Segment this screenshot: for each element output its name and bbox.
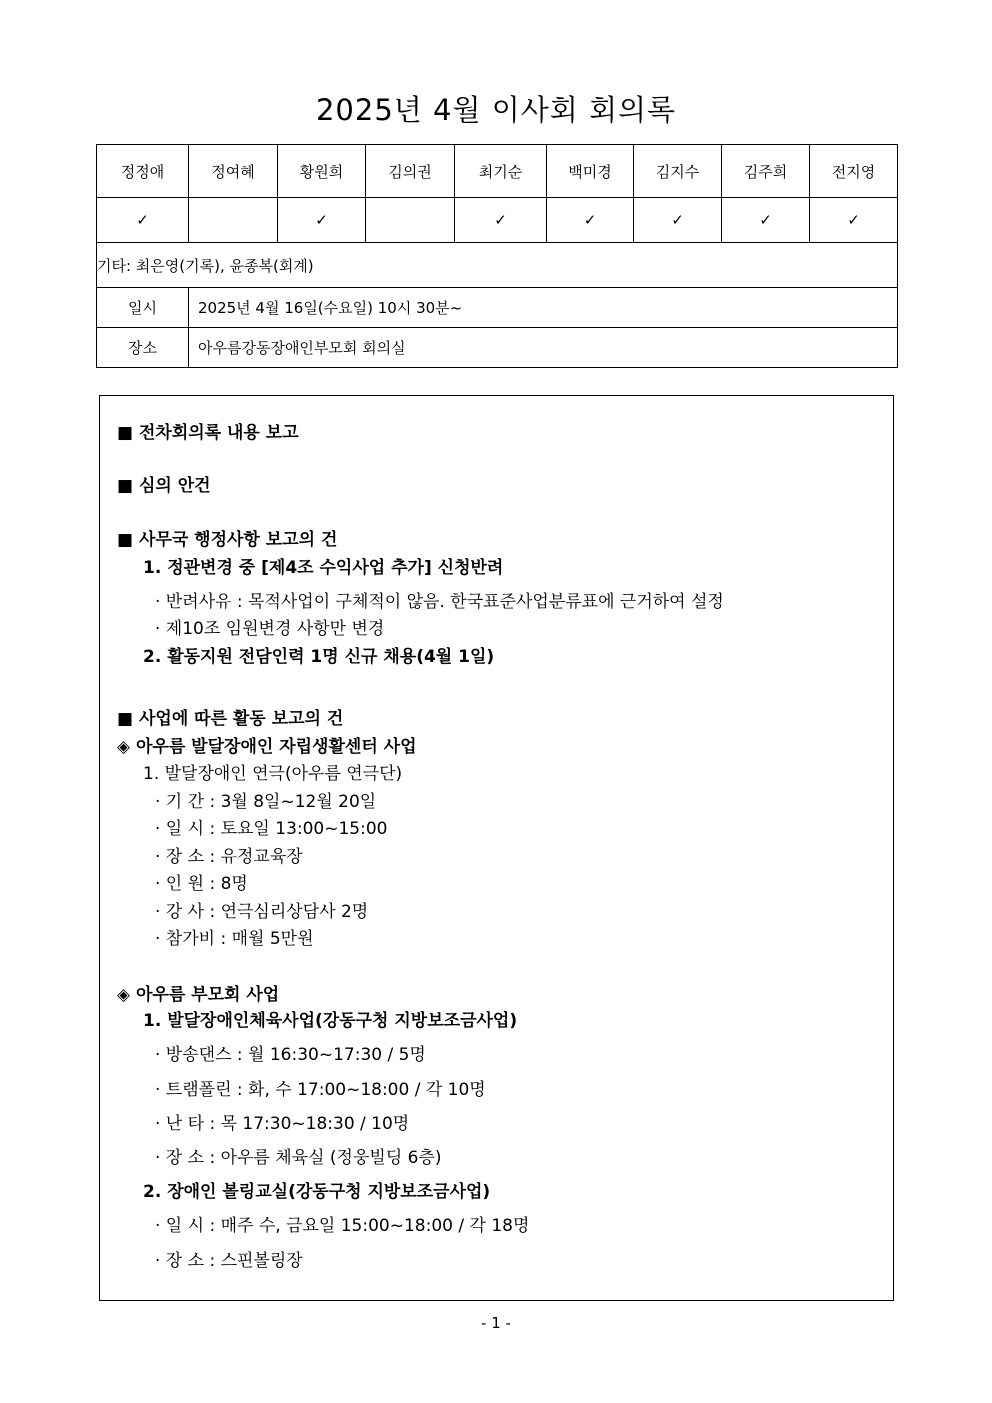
section-heading: ■ 사무국 행정사항 보고의 건 [117,530,338,550]
list-item: · 방송댄스 : 월 16:30~17:30 / 5명 [155,1045,426,1065]
member-name: 정여혜 [189,145,278,198]
check-mark-icon: ✓ [278,198,366,243]
list-item: · 인 원 : 8명 [155,874,248,894]
list-item: · 장 소 : 유정교육장 [155,847,303,867]
attendance-table [96,144,898,368]
member-name: 김지수 [634,145,722,198]
page-number: - 1 - [481,1314,511,1332]
member-name: 김의권 [366,145,455,198]
member-name: 김주희 [722,145,810,198]
list-item: · 장 소 : 스핀볼링장 [155,1251,303,1271]
check-mark-icon [366,198,455,243]
check-mark-icon: ✓ [547,198,634,243]
item-heading: 2. 활동지원 전담인력 1명 신규 채용(4월 1일) [143,647,495,667]
list-item: · 반려사유 : 목적사업이 구체적이 않음. 한국표준사업분류표에 근거하여 설정 [155,592,724,612]
check-mark-icon: ✓ [634,198,722,243]
section-heading: ■ 전차회의록 내용 보고 [117,423,299,443]
place-label: 장소 [97,328,189,368]
item-heading: 1. 발달장애인체육사업(강동구청 지방보조금사업) [143,1011,518,1031]
place-value: 아우름강동장애인부모회 회의실 [189,328,898,368]
check-mark-icon: ✓ [97,198,189,243]
attendance-check-row [97,198,898,243]
list-item: · 장 소 : 아우름 체육실 (정웅빌딩 6층) [155,1148,442,1168]
list-item: · 강 사 : 연극심리상담사 2명 [155,902,369,922]
list-item: · 기 간 : 3월 8일~12월 20일 [155,792,377,812]
section-heading: ■ 사업에 따른 활동 보고의 건 [117,709,344,729]
member-name: 최기순 [455,145,547,198]
section-heading: ■ 심의 안건 [117,476,211,496]
check-mark-icon: ✓ [722,198,810,243]
member-name: 황원희 [278,145,366,198]
item-heading: 1. 정관변경 중 [제4조 수익사업 추가] 신청반려 [143,558,504,578]
subsection-heading: ◈ 아우름 발달장애인 자립생활센터 사업 [117,737,417,757]
item-heading: 1. 발달장애인 연극(아우름 연극단) [143,764,403,784]
date-row [97,288,898,328]
list-item: · 일 시 : 토요일 13:00~15:00 [155,819,388,839]
check-mark-icon: ✓ [810,198,898,243]
etc-row [97,243,898,288]
member-name: 백미경 [547,145,634,198]
list-item: · 난 타 : 목 17:30~18:30 / 10명 [155,1114,410,1134]
date-value: 2025년 4월 16일(수요일) 10시 30분~ [189,288,898,328]
date-label: 일시 [97,288,189,328]
check-mark-icon [189,198,278,243]
item-heading: 2. 장애인 볼링교실(강동구청 지방보조금사업) [143,1182,491,1202]
minutes-content-box [99,395,894,1301]
list-item: · 참가비 : 매월 5만원 [155,929,314,949]
check-mark-icon: ✓ [455,198,547,243]
list-item: · 일 시 : 매주 수, 금요일 15:00~18:00 / 각 18명 [155,1216,530,1236]
place-row [97,328,898,368]
etc-attendees: 기타: 최은영(기록), 윤종복(회계) [97,243,898,288]
list-item: · 제10조 임원변경 사항만 변경 [155,619,385,639]
document-title: 2025년 4월 이사회 회의록 [315,93,677,127]
list-item: · 트램폴린 : 화, 수 17:00~18:00 / 각 10명 [155,1080,486,1100]
subsection-heading: ◈ 아우름 부모회 사업 [117,985,280,1005]
member-name: 전지영 [810,145,898,198]
member-name-row [97,145,898,198]
member-name: 정정애 [97,145,189,198]
